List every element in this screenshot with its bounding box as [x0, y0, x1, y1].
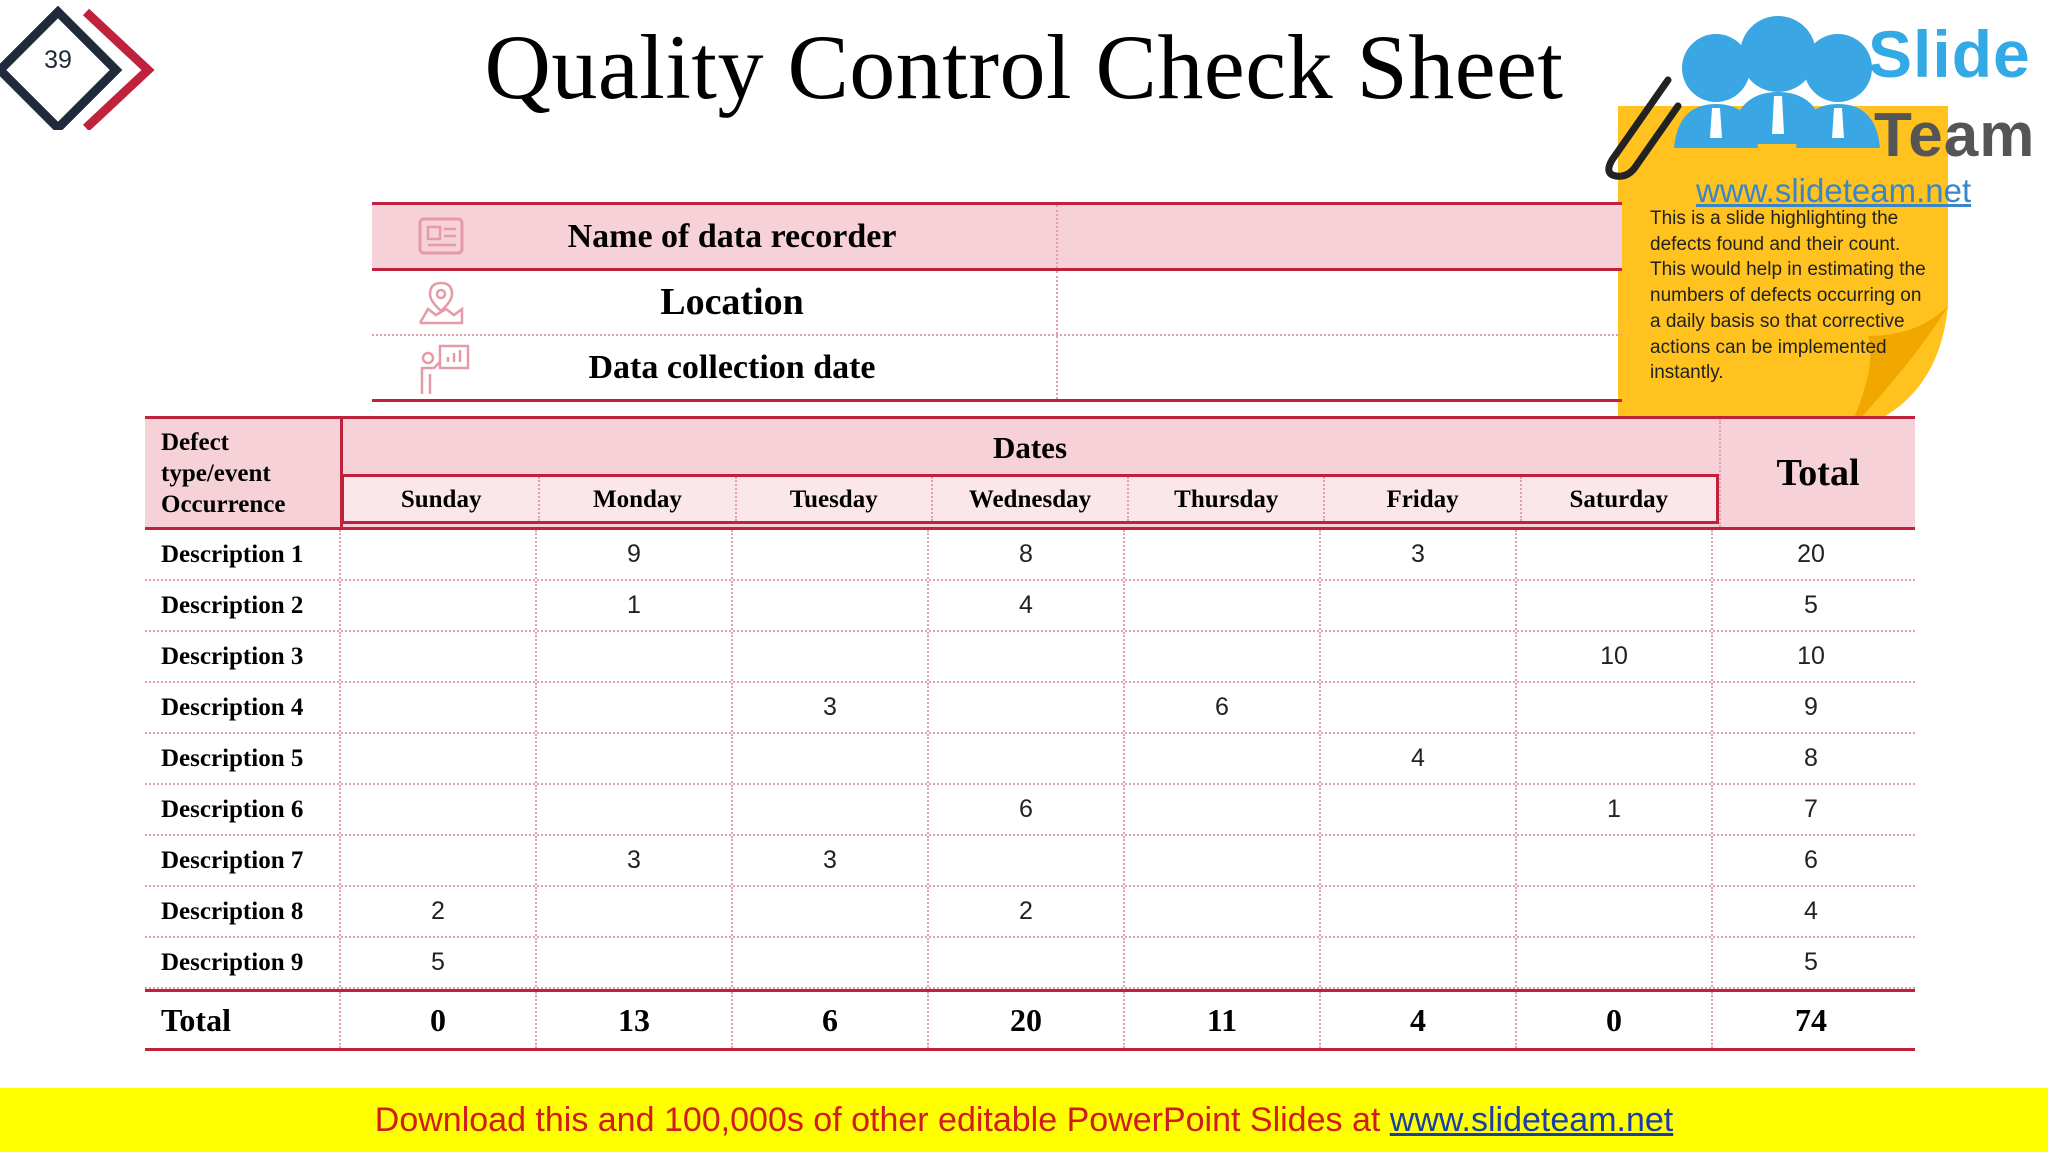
- count-cell: [1517, 530, 1713, 579]
- count-cell: 4: [929, 581, 1125, 630]
- count-cell: 2: [929, 887, 1125, 936]
- count-cell: [1517, 581, 1713, 630]
- row-total: 8: [1804, 744, 1818, 772]
- row-label: Description 1: [145, 530, 341, 579]
- table-header: [145, 416, 1915, 530]
- day-total: 13: [537, 992, 733, 1048]
- count-cell: [733, 785, 929, 834]
- totals-row: [145, 989, 1915, 1051]
- count-cell: [537, 632, 733, 681]
- row-total: 5: [1804, 948, 1818, 976]
- count-cell: [537, 683, 733, 732]
- day-total: 0: [341, 992, 537, 1048]
- count-cell: [1125, 632, 1321, 681]
- day-total: 20: [929, 992, 1125, 1048]
- defect-header: Defect type/event Occurrence: [161, 429, 286, 518]
- row-total: 9: [1804, 693, 1818, 721]
- table-row: [145, 530, 1915, 581]
- count-cell: [537, 785, 733, 834]
- row-label: Description 7: [145, 836, 341, 885]
- count-cell: [929, 734, 1125, 783]
- day-header: Monday: [540, 477, 736, 521]
- count-cell: [341, 734, 537, 783]
- footer-text: Download this and 100,000s of other editable PowerPoint Slides at: [374, 1101, 1390, 1139]
- logo-slide-text: Slide: [1868, 17, 2031, 91]
- count-cell: [1125, 836, 1321, 885]
- recorder-label: Name of data recorder: [567, 218, 897, 255]
- days-header-row: [341, 474, 1719, 524]
- count-cell: [1517, 836, 1713, 885]
- count-cell: [733, 938, 929, 987]
- info-row-date: [372, 336, 1622, 402]
- table-body: [145, 530, 1915, 989]
- row-label: Description 3: [145, 632, 341, 681]
- count-cell: [1125, 530, 1321, 579]
- table-row: [145, 632, 1915, 683]
- page-title: Quality Control Check Sheet: [484, 16, 1564, 118]
- count-cell: [733, 632, 929, 681]
- count-cell: [1321, 785, 1517, 834]
- row-label: Description 5: [145, 734, 341, 783]
- count-cell: 1: [537, 581, 733, 630]
- count-cell: [733, 734, 929, 783]
- count-cell: [1125, 581, 1321, 630]
- count-cell: [1517, 683, 1713, 732]
- table-row: [145, 683, 1915, 734]
- count-cell: [537, 938, 733, 987]
- row-label: Description 4: [145, 683, 341, 732]
- row-total: 20: [1797, 540, 1825, 568]
- count-cell: [1125, 785, 1321, 834]
- info-table: [372, 202, 1622, 402]
- day-header: Friday: [1325, 477, 1521, 521]
- count-cell: [537, 734, 733, 783]
- count-cell: 6: [929, 785, 1125, 834]
- count-cell: [1321, 683, 1517, 732]
- count-cell: 1: [1517, 785, 1713, 834]
- row-label: Description 8: [145, 887, 341, 936]
- totals-label: Total: [145, 992, 341, 1048]
- count-cell: 9: [537, 530, 733, 579]
- count-cell: [1517, 734, 1713, 783]
- check-sheet-table: [145, 416, 1915, 1051]
- row-total: 7: [1804, 795, 1818, 823]
- info-row-recorder: [372, 202, 1622, 271]
- row-total: 10: [1797, 642, 1825, 670]
- slide-number: 39: [44, 46, 72, 74]
- table-row: [145, 836, 1915, 887]
- count-cell: 5: [341, 938, 537, 987]
- count-cell: [1321, 836, 1517, 885]
- table-row: [145, 938, 1915, 989]
- count-cell: 10: [1517, 632, 1713, 681]
- day-total: 0: [1517, 992, 1713, 1048]
- count-cell: 8: [929, 530, 1125, 579]
- count-cell: [1321, 938, 1517, 987]
- count-cell: [341, 581, 537, 630]
- count-cell: 3: [733, 683, 929, 732]
- count-cell: [929, 683, 1125, 732]
- day-total: 11: [1125, 992, 1321, 1048]
- row-total: 5: [1804, 591, 1818, 619]
- logo-team-text: Team: [1874, 101, 2036, 170]
- table-row: [145, 785, 1915, 836]
- day-header: Saturday: [1569, 486, 1669, 513]
- day-header: Tuesday: [737, 477, 933, 521]
- count-cell: [1517, 938, 1713, 987]
- count-cell: [929, 632, 1125, 681]
- count-cell: [341, 683, 537, 732]
- count-cell: 6: [1125, 683, 1321, 732]
- count-cell: [1321, 581, 1517, 630]
- count-cell: 4: [1321, 734, 1517, 783]
- sticky-note-text: This is a slide highlighting the defects found and their count. This would help in estimating the numbers of defects occurring on a daily basis so that corrective actions can be implemented instantly.: [1650, 208, 1926, 384]
- count-cell: [733, 887, 929, 936]
- footer-link[interactable]: www.slideteam.net: [1389, 1101, 1674, 1139]
- count-cell: [1125, 938, 1321, 987]
- grand-total: 74: [1795, 1002, 1827, 1038]
- count-cell: [733, 530, 929, 579]
- dates-header: Dates: [992, 430, 1068, 465]
- row-label: Description 6: [145, 785, 341, 834]
- row-total: 4: [1804, 897, 1818, 925]
- count-cell: 2: [341, 887, 537, 936]
- day-header: Sunday: [344, 477, 540, 521]
- count-cell: [341, 632, 537, 681]
- count-cell: 3: [537, 836, 733, 885]
- table-row: [145, 734, 1915, 785]
- count-cell: [1125, 734, 1321, 783]
- date-label: Data collection date: [588, 349, 876, 386]
- location-label: Location: [660, 281, 804, 323]
- day-total: 6: [733, 992, 929, 1048]
- count-cell: [341, 836, 537, 885]
- row-label: Description 9: [145, 938, 341, 987]
- day-header: Wednesday: [933, 477, 1129, 521]
- total-header: Total: [1719, 419, 1915, 527]
- count-cell: [341, 785, 537, 834]
- row-label: Description 2: [145, 581, 341, 630]
- day-header: Thursday: [1129, 477, 1325, 521]
- count-cell: 3: [1321, 530, 1517, 579]
- count-cell: [1321, 887, 1517, 936]
- count-cell: [733, 581, 929, 630]
- count-cell: [1321, 632, 1517, 681]
- table-row: [145, 887, 1915, 938]
- count-cell: [1125, 887, 1321, 936]
- count-cell: [537, 887, 733, 936]
- count-cell: [341, 530, 537, 579]
- count-cell: [1517, 887, 1713, 936]
- logo-url-link[interactable]: www.slideteam.net: [1696, 172, 1972, 209]
- table-row: [145, 581, 1915, 632]
- row-total: 6: [1804, 846, 1818, 874]
- count-cell: [929, 836, 1125, 885]
- count-cell: [929, 938, 1125, 987]
- info-row-location: [372, 271, 1622, 336]
- day-total: 4: [1321, 992, 1517, 1048]
- count-cell: 3: [733, 836, 929, 885]
- download-banner: [0, 1088, 2048, 1152]
- slideteam-logo: [1660, 8, 2048, 208]
